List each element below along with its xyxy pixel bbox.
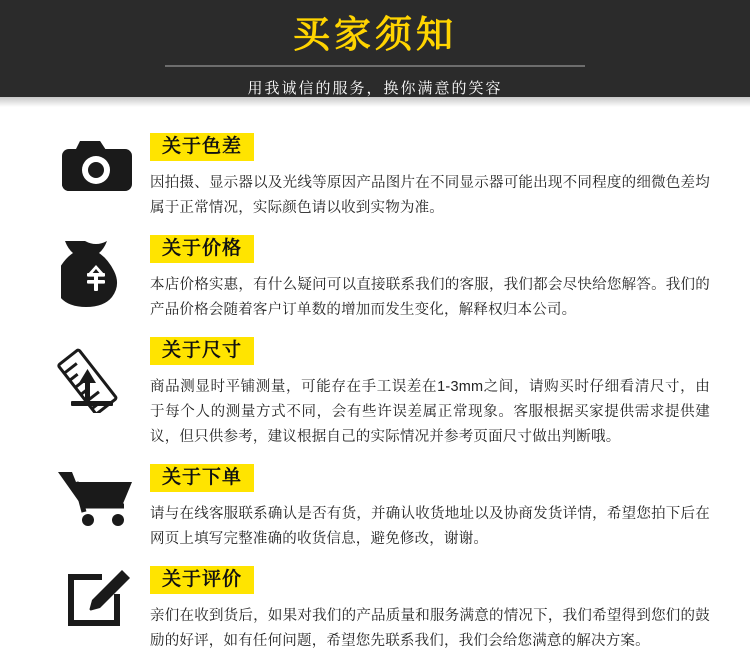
section-text-block xyxy=(142,235,710,323)
section-tag: 关于评价 xyxy=(150,566,254,594)
money-bag-icon xyxy=(50,235,142,319)
section-size xyxy=(0,337,750,450)
page-header xyxy=(0,0,750,97)
page-subtitle: 用我诚信的服务，换你满意的笑容 xyxy=(247,80,503,97)
section-body: 商品测显时平铺测量，可能存在手工误差在1-3mm之间，请购买时仔细看清尺寸，由于每个人的测量方式不同，会有些许误差属正常现象。客服根据买家提供需求提供建议，但只供参考，建议根据自己的实际情况并参考页面尺寸做出判断哦。 xyxy=(150,379,710,445)
ruler-icon xyxy=(50,337,142,421)
shopping-cart-icon xyxy=(50,464,142,548)
title-divider xyxy=(165,65,585,67)
section-tag: 关于下单 xyxy=(150,464,254,492)
section-order xyxy=(0,464,750,552)
section-text-block xyxy=(142,337,710,450)
section-text-block xyxy=(142,566,710,654)
section-tag: 关于色差 xyxy=(150,133,254,161)
review-pencil-icon xyxy=(50,566,142,650)
section-color-difference xyxy=(0,133,750,221)
camera-icon xyxy=(50,133,142,217)
page-title: 买家须知 xyxy=(293,14,457,55)
section-body: 本店价格实惠，有什么疑问可以直接联系我们的客服，我们都会尽快给您解答。我们的产品价格会随着客户订单数的增加而发生变化，解释权归本公司。 xyxy=(150,277,710,318)
section-body: 亲们在收到货后，如果对我们的产品质量和服务满意的情况下，我们希望得到您们的鼓励的好评，如有任何问题，希望您先联系我们，我们会给您满意的解决方案。 xyxy=(150,608,710,649)
section-text-block xyxy=(142,133,710,221)
section-review xyxy=(0,566,750,654)
section-tag: 关于尺寸 xyxy=(150,337,254,365)
section-price xyxy=(0,235,750,323)
header-shadow xyxy=(0,97,750,107)
section-body: 因拍摄、显示器以及光线等原因产品图片在不同显示器可能出现不同程度的细微色差均属于正常情况，实际颜色请以收到实物为准。 xyxy=(150,175,710,216)
notice-sections xyxy=(0,107,750,654)
section-tag: 关于价格 xyxy=(150,235,254,263)
section-text-block xyxy=(142,464,710,552)
section-body: 请与在线客服联系确认是否有货，并确认收货地址以及协商发货详情，希望您拍下后在网页上填写完整准确的收货信息，避免修改，谢谢。 xyxy=(150,506,710,547)
